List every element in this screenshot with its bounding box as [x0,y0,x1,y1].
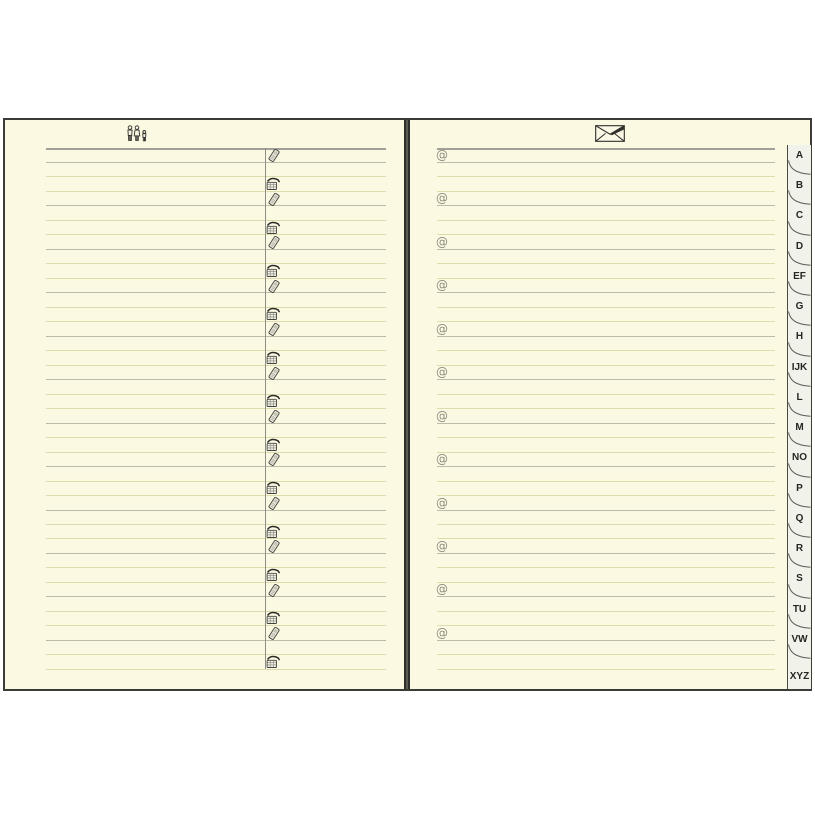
ruled-line [46,321,386,322]
ruled-line [437,452,775,453]
email-at-symbol: @ [436,452,448,467]
ruled-line [46,263,386,264]
ruled-line [437,307,775,308]
right-page [410,120,810,689]
tab-label: VW [791,633,808,645]
index-tab-l[interactable] [788,387,811,417]
ruled-line [46,596,386,597]
ruled-line [46,205,386,206]
mobile-phone-icon [267,192,282,207]
index-tab-h[interactable] [788,326,811,356]
telephone-icon [266,568,281,583]
tab-label: NO [792,452,807,464]
ruled-line [437,148,775,150]
ruled-line [437,292,775,293]
alphabet-tab-strip [787,145,811,689]
tab-label: Q [795,512,804,524]
ruled-line [437,466,775,467]
email-at-symbol: @ [436,191,448,206]
ruled-line [437,611,775,612]
ruled-line [46,365,386,366]
tab-label: S [796,573,803,585]
ruled-line [437,596,775,597]
ruled-line [46,292,386,293]
ruled-line [437,263,775,264]
ruled-line [437,553,775,554]
index-tab-p[interactable] [788,478,811,508]
tab-label: H [795,331,804,343]
ruled-line [437,278,775,279]
tab-label: IJK [791,361,808,373]
tab-label: XYZ [789,671,810,683]
ruled-line [46,278,386,279]
ruled-line [46,625,386,626]
telephone-icon [266,221,281,236]
email-at-symbol: @ [436,538,448,553]
telephone-icon [266,264,281,279]
ruled-line [46,538,386,539]
ruled-line [437,538,775,539]
email-at-symbol: @ [436,408,448,423]
ruled-line [437,625,775,626]
tab-label: D [795,240,804,252]
ruled-line [437,176,775,177]
ruled-line [46,379,386,380]
tab-label: TU [792,603,807,615]
mobile-phone-icon [267,279,282,294]
ruled-line [46,452,386,453]
tab-label: EF [793,270,806,282]
telephone-icon [266,307,281,322]
ruled-line [46,176,386,177]
telephone-icon [266,177,281,192]
ruled-line [46,234,386,235]
ruled-line [437,379,775,380]
tab-label: P [796,482,803,494]
ruled-line [437,669,775,670]
ruled-line [437,495,775,496]
ruled-line [437,162,775,163]
email-at-symbol: @ [436,147,448,162]
ruled-line [437,234,775,235]
ruled-line [46,394,386,395]
email-at-symbol: @ [436,495,448,510]
index-tab-vw[interactable] [788,629,811,659]
mobile-phone-icon [267,539,282,554]
telephone-icon [266,394,281,409]
tab-label: G [795,301,804,313]
mobile-phone-icon [267,583,282,598]
mobile-phone-icon [267,452,282,467]
index-tab-c[interactable] [788,205,811,235]
tab-label: C [795,210,804,222]
ruled-line [46,495,386,496]
index-tab-d[interactable] [788,236,811,266]
mobile-phone-icon [267,235,282,250]
telephone-icon [266,481,281,496]
ruled-line [46,567,386,568]
ruled-line [46,611,386,612]
ruled-line [437,394,775,395]
tab-label: A [795,150,804,161]
ruled-line [46,510,386,511]
telephone-icon [266,525,281,540]
ruled-line [46,654,386,655]
ruled-line [437,321,775,322]
ruled-line [46,553,386,554]
ruled-line [46,336,386,337]
email-at-symbol: @ [436,582,448,597]
ruled-line [437,654,775,655]
index-tab-a[interactable] [788,145,811,175]
mobile-phone-icon [267,148,282,163]
index-tab-xyz[interactable] [788,659,811,689]
mobile-phone-icon [267,366,282,381]
ruled-line [437,336,775,337]
ruled-line [437,481,775,482]
ruled-line [46,640,386,641]
tab-label: R [795,543,804,555]
index-tab-q[interactable] [788,508,811,538]
mobile-phone-icon [267,626,282,641]
tab-label: M [795,422,804,434]
ruled-line [437,640,775,641]
address-book-spread [3,118,812,691]
tab-label: B [795,180,804,192]
ruled-line [437,582,775,583]
ruled-line [437,510,775,511]
ruled-line [46,481,386,482]
people-icon [125,125,151,142]
telephone-icon [266,438,281,453]
index-tab-ijk[interactable] [788,357,811,387]
ruled-line [46,466,386,467]
tab-label: L [796,391,803,403]
index-tab-no[interactable] [788,447,811,477]
index-tab-r[interactable] [788,538,811,568]
ruled-line [46,408,386,409]
mobile-phone-icon [267,496,282,511]
telephone-icon [266,611,281,626]
ruled-line [46,423,386,424]
ruled-line [437,205,775,206]
ruled-line [437,350,775,351]
index-tab-tu[interactable] [788,599,811,629]
left-page [5,120,404,689]
email-at-symbol: @ [436,365,448,380]
index-tab-g[interactable] [788,296,811,326]
ruled-line [437,365,775,366]
ruled-line [46,220,386,221]
index-tab-m[interactable] [788,417,811,447]
email-at-symbol: @ [436,234,448,249]
ruled-line [437,524,775,525]
ruled-line [46,669,386,670]
ruled-line [437,567,775,568]
telephone-icon [266,351,281,366]
ruled-line [46,524,386,525]
ruled-line [437,437,775,438]
mobile-phone-icon [267,409,282,424]
index-tab-b[interactable] [788,175,811,205]
email-at-symbol: @ [436,278,448,293]
ruled-line [46,350,386,351]
index-tab-ef[interactable] [788,266,811,296]
ruled-line [46,582,386,583]
ruled-line [46,437,386,438]
ruled-line [437,423,775,424]
index-tab-s[interactable] [788,568,811,598]
ruled-line [46,191,386,192]
ruled-line [46,148,386,150]
ruled-line [437,249,775,250]
ruled-line [437,220,775,221]
ruled-line [46,249,386,250]
mobile-phone-icon [267,322,282,337]
telephone-icon [266,655,281,670]
ruled-line [46,162,386,163]
ruled-line [46,307,386,308]
ruled-line [437,408,775,409]
email-at-symbol: @ [436,321,448,336]
ruled-line [437,191,775,192]
envelope-icon [595,125,625,142]
email-at-symbol: @ [436,625,448,640]
